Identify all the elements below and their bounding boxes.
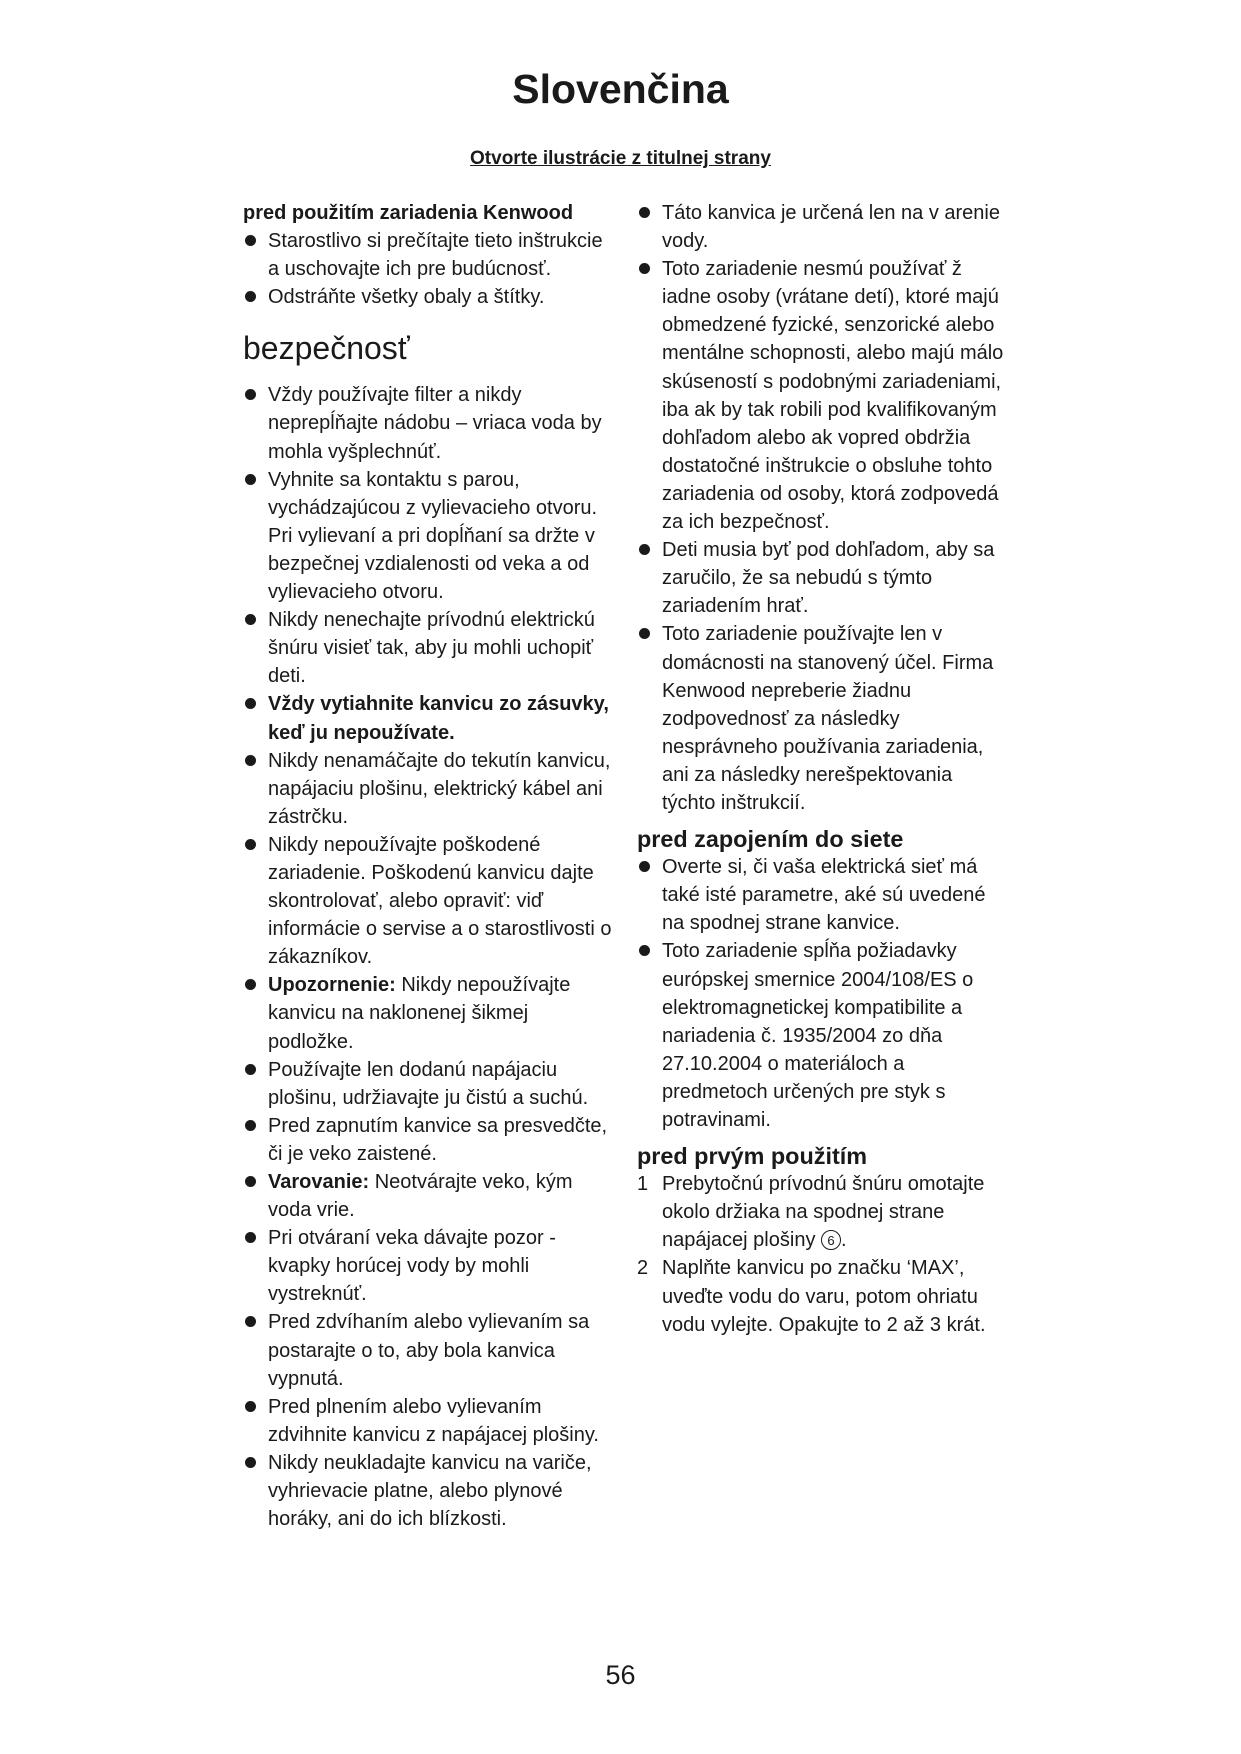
intro-list — [243, 227, 613, 311]
list-item: Používajte len dodanú napájaciu plošinu, udržiavajte ju čistú a suchú. — [243, 1056, 613, 1112]
illustrations-note: Otvorte ilustrácie z titulnej strany — [470, 148, 771, 169]
first-use-heading: pred prvým použitím — [637, 1143, 868, 1170]
safety-heading: bezpečnosť — [243, 330, 410, 367]
list-item: Pred plnením alebo vylievaním zdvihnite kanvicu z napájacej plošiny. — [243, 1393, 613, 1449]
list-item: Nikdy nepoužívajte poškodené zariadenie. Poškodenú kanvicu dajte skontrolovať, alebo opraviť: viď informácie o servise a o starostlivosti o zákazníkov. — [243, 831, 613, 971]
left-column — [243, 199, 613, 1533]
step-number: 2 — [637, 1257, 649, 1280]
connect-heading: pred zapojením do siete — [637, 826, 904, 853]
list-item: Odstráňte všetky obaly a štítky. — [243, 283, 613, 311]
page-title: Slovenčina — [512, 66, 729, 112]
part-reference-icon: 6 — [821, 1230, 841, 1250]
list-item: Pri otváraní veka dávajte pozor - kvapky horúcej vody by mohli vystreknúť. — [243, 1224, 613, 1308]
list-item: Toto zariadenie nesmú používať ž iadne osoby (vrátane detí), ktoré majú obmedzené fyzické, senzorické alebo mentálne schopnosti, alebo majú málo skúseností s podobnými zariadeniami, iba ak by tak robili pod kvalifikovaným dohľadom alebo ak vopred obdržia dostatočné inštrukcie o obsluhe tohto zariadenia od osoby, ktorá zodpovedá za ich bezpečnosť. — [637, 255, 1009, 536]
step-item: 1 Prebytočnú prívodnú šnúru omotajte okolo držiaka na spodnej strane napájacej plošiny 6 . — [637, 1170, 1009, 1254]
connect-list — [637, 853, 1009, 1134]
list-item: Starostlivo si prečítajte tieto inštrukcie a uschovajte ich pre budúcnosť. — [243, 227, 613, 283]
list-item: Vždy používajte filter a nikdy neprepĺňajte nádobu – vriaca voda by mohla vyšplechnúť. — [243, 381, 613, 465]
list-item: Pred zapnutím kanvice sa presvedčte, či je veko zaistené. — [243, 1112, 613, 1168]
list-item: Varovanie: Neotvárajte veko, kým voda vrie. — [243, 1168, 613, 1224]
list-item: Pred zdvíhaním alebo vylievaním sa postarajte o to, aby bola kanvica vypnutá. — [243, 1308, 613, 1392]
step-item: 2 Naplňte kanvicu po značku ‘MAX’, uveďte vodu do varu, potom ohriatu vodu vylejte. Opakujte to 2 až 3 krát. — [637, 1254, 1009, 1338]
step-number: 1 — [637, 1173, 649, 1196]
list-item: Nikdy nenamáčajte do tekutín kanvicu, napájaciu plošinu, elektrický kábel ani zástrčku. — [243, 747, 613, 831]
list-item: Nikdy nenechajte prívodnú elektrickú šnúru visieť tak, aby ju mohli uchopiť deti. — [243, 606, 613, 690]
safety-list — [243, 381, 613, 1533]
right-column — [637, 199, 1009, 1339]
list-item: Nikdy neukladajte kanvicu na variče, vyhrievacie platne, alebo plynové horáky, ani do ich blízkosti. — [243, 1449, 613, 1533]
list-item: Deti musia byť pod dohľadom, aby sa zaručilo, že sa nebudú s týmto zariadením hrať. — [637, 536, 1009, 620]
safety-list-continued — [637, 199, 1009, 817]
list-item: Upozornenie: Nikdy nepoužívajte kanvicu na naklonenej šikmej podložke. — [243, 971, 613, 1055]
list-item: Táto kanvica je určená len na v arenie vody. — [637, 199, 1009, 255]
list-item: Overte si, či vaša elektrická sieť má také isté parametre, aké sú uvedené na spodnej strane kanvice. — [637, 853, 1009, 937]
intro-heading: pred použitím zariadenia Kenwood — [243, 202, 574, 224]
list-item: Toto zariadenie používajte len v domácnosti na stanovený účel. Firma Kenwood nepreberie žiadnu zodpovednosť za následky nesprávneho používania zariadenia, ani za následky nerešpektovania týchto inštrukcií. — [637, 620, 1009, 817]
list-item: Vyhnite sa kontaktu s parou, vychádzajúcou z vylievacieho otvoru. Pri vylievaní a pri dopĺňaní sa držte v bezpečnej vzdialenosti od veka a od vylievacieho otvoru. — [243, 466, 613, 606]
list-item: Vždy vytiahnite kanvicu zo zásuvky, keď ju nepoužívate. — [243, 690, 613, 746]
list-item: Toto zariadenie spĺňa požiadavky európskej smernice 2004/108/ES o elektromagnetickej kompatibilite a nariadenia č. 1935/2004 zo dňa 27.10.2004 o materiáloch a predmetoch určených pre styk s potravinami. — [637, 937, 1009, 1134]
page-number: 56 — [605, 1660, 636, 1690]
first-use-steps — [637, 1170, 1009, 1339]
